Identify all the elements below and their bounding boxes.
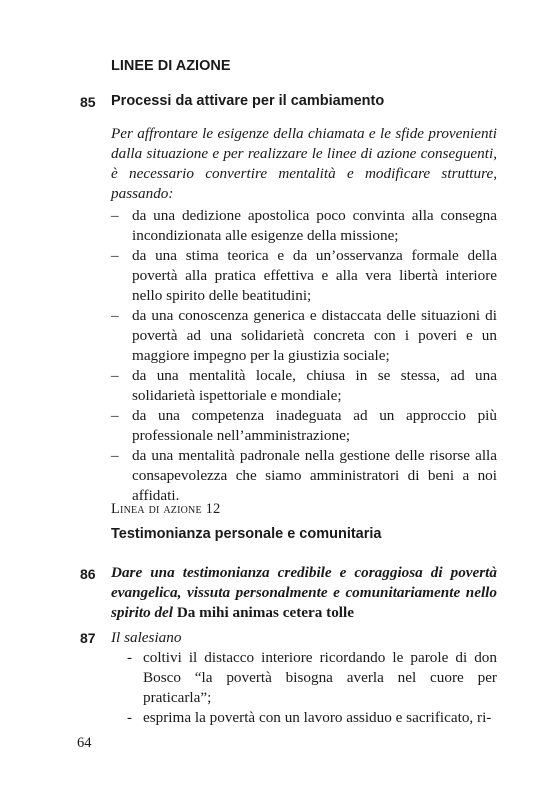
item-number-86: 86 [80, 566, 96, 582]
item-85-title: Processi da attivare per il cambiamento [111, 93, 385, 109]
item-number-85: 85 [80, 94, 96, 110]
page-number: 64 [77, 735, 92, 751]
list-item: – da una competenza inadeguata ad un approccio più professionale nell’amministrazione; [111, 406, 497, 446]
item-85-intro: Per affrontare le esigenze della chiamata e le sfide provenienti dalla situazione e per realizzare le linee di azione conseguenti, è necessario convertire mentalità e modificare strutture, passando: [111, 125, 497, 202]
item-number-87: 87 [80, 630, 96, 646]
linea-label: Linea di azione 12 [111, 501, 221, 517]
list-item: – da una conoscenza generica e distaccata delle situazioni di povertà ad una solidarietà concreta con i poveri e un maggiore impegno per la giustizia sociale; [111, 306, 497, 366]
item-86-text [111, 563, 497, 623]
list-item: – da una mentalità padronale nella gestione delle risorse alla consapevolezza che siamo amministratori di beni a noi affidati. [111, 446, 497, 506]
item-85-list [111, 206, 497, 506]
list-item: - esprima la povertà con un lavoro assiduo e sacrificato, ri- [127, 708, 497, 728]
list-item: – da una dedizione apostolica poco convinta alla consegna incondizionata alle esigenze della missione; [111, 206, 497, 246]
list-item: - coltivi il distacco interiore ricordando le parole di don Bosco “la povertà bisogna averla nel cuore per praticarla”; [127, 648, 497, 708]
item-86-motto: Da mihi animas cetera tolle [176, 604, 354, 621]
linea-title: Testimonianza personale e comunitaria [111, 526, 382, 542]
item-86-italic: Dare una testimonianza credibile e coraggiosa di povertà evangelica, vissuta personalmente e comunitariamente nello spirito del [111, 564, 497, 621]
item-87-intro: Il salesiano [111, 629, 182, 646]
list-item: – da una mentalità locale, chiusa in se stessa, ad una solidarietà ispettoriale e mondiale; [111, 366, 497, 406]
item-87-list [127, 648, 497, 728]
section-heading: LINEE DI AZIONE [111, 58, 231, 74]
list-item: – da una stima teorica e da un’osservanza formale della povertà alla pratica effettiva e alla vera libertà interiore nello spirito delle beatitudini; [111, 246, 497, 306]
